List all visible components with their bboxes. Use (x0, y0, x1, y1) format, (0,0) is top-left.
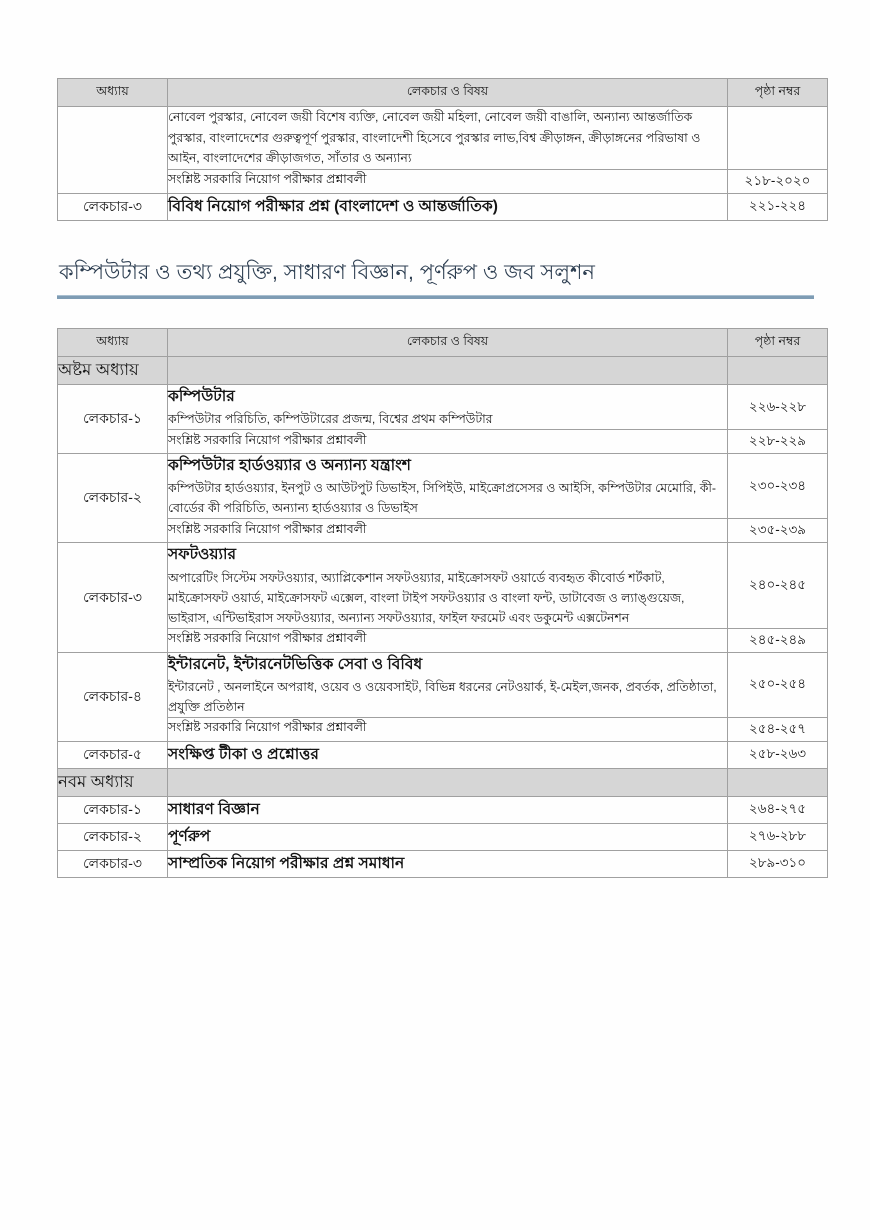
lecture-label: লেকচার-১ (58, 385, 168, 454)
lecture-description: অপারেটিং সিস্টেম সফটওয়্যার, অ্যাপ্লিকেশান সফটওয়্যার, মাইক্রোসফট ওয়ার্ডে ব্যবহৃত কীবোর্ড শর্টকাট, মাইক্রোসফট ওয়ার্ড, মাইক্রোসফট এক্সেল, বাংলা টাইপ সফটওয়্যার ও বাংলা ফন্ট, ডাটাবেজ ও ল্যাঙ্গুয়েজ, ভাইরাস, এন্টিভাইরাস সফটওয়্যার, অন্যান্য সফটওয়্যার, ফাইল ফরমেট এবং ডকুমেন্ট এক্সটেনশন (168, 570, 685, 625)
lecture-row (58, 823, 828, 850)
lecture-label: লেকচার-২ (58, 823, 168, 850)
related-row (58, 430, 828, 454)
header-cell-pages: পৃষ্ঠা নম্বর (728, 79, 828, 107)
chapter-band-label: অষ্টম অধ্যায় (58, 357, 168, 385)
lecture-row (58, 652, 828, 717)
lecture-row (58, 543, 828, 628)
lecture-description: কম্পিউটার হার্ডওয়্যার, ইনপুট ও আউটপুট ডিভাইস, সিপিইউ, মাইক্রোপ্রসেসর ও আইসি, কম্পিউটার মেমোরি, কী-বোর্ডের কী পরিচিতি, অন্যান্য হার্ডওয়্যার ও ডিভাইস (168, 481, 717, 516)
lecture-label: লেকচার-২ (58, 454, 168, 543)
lecture-label: লেকচার-৩ (58, 193, 168, 220)
lecture-label: লেকচার-৫ (58, 741, 168, 768)
related-pages: ২৩৫-২৩৯ (728, 519, 828, 543)
header-cell-topic: লেকচার ও বিষয় (168, 79, 728, 107)
header-cell-chapter: অধ্যায় (58, 79, 168, 107)
continuation-row (58, 107, 828, 170)
lecture-title: সফটওয়্যার (168, 546, 237, 564)
lecture-label: লেকচার-১ (58, 796, 168, 823)
chapter-band-fill (168, 357, 728, 385)
related-pages: ২৫৪-২৫৭ (728, 717, 828, 741)
header-cell-pages: পৃষ্ঠা নম্বর (728, 329, 828, 357)
chapter-band-fill (168, 768, 728, 796)
spacer (57, 299, 827, 328)
lecture-pages: ২৩০-২৩৪ (728, 454, 828, 519)
lecture-title: কম্পিউটার হার্ডওয়্যার ও অন্যান্য যন্ত্রাংশ (168, 457, 411, 475)
lecture-pages: ২৭৬-২৮৮ (728, 823, 828, 850)
page-content (57, 78, 827, 878)
header-cell-chapter: অধ্যায় (58, 329, 168, 357)
continuation-description: নোবেল পুরস্কার, নোবেল জয়ী বিশেষ ব্যক্তি, নোবেল জয়ী মহিলা, নোবেল জয়ী বাঙালি, অন্যান্য আন্তর্জাতিক পুরস্কার, বাংলাদেশের গুরুত্বপূর্ণ পুরস্কার, বাংলাদেশী হিসেবে পুরস্কার লাভ,বিশ্ব ক্রীড়াঙ্গন, ক্রীড়াঙ্গনের পরিভাষা ও আইন, বাংলাদেশের ক্রীড়াজগত, সাঁতার ও অন্যান্য (168, 107, 728, 170)
related-pages: ২২৮-২২৯ (728, 430, 828, 454)
lecture-pages: ২৫০-২৫৪ (728, 652, 828, 717)
related-label: সংশ্লিষ্ট সরকারি নিয়োগ পরীক্ষার প্রশ্নাবলী (168, 717, 728, 741)
related-pages: ২১৮-২০২০ (728, 169, 828, 193)
lecture-title: সাম্প্রতিক নিয়োগ পরীক্ষার প্রশ্ন সমাধান (168, 850, 728, 877)
related-label: সংশ্লিষ্ট সরকারি নিয়োগ পরীক্ষার প্রশ্নাবলী (168, 169, 728, 193)
related-row (58, 519, 828, 543)
toc-table-top (57, 78, 828, 221)
section-title: কম্পিউটার ও তথ্য প্রযুক্তি, সাধারণ বিজ্ঞান, পূর্ণরুপ ও জব সলুশন (59, 260, 595, 284)
chapter-band-label: নবম অধ্যায় (58, 768, 168, 796)
toc-top-header-row (58, 79, 828, 107)
lecture-pages: ২৬৪-২৭৫ (728, 796, 828, 823)
lecture-pages: ২৫৮-২৬৩ (728, 741, 828, 768)
related-pages: ২৪৫-২৪৯ (728, 628, 828, 652)
toc-main-header-row (58, 329, 828, 357)
lecture-title: পূর্ণরুপ (168, 823, 728, 850)
chapter-band-fill (728, 357, 828, 385)
related-row (58, 717, 828, 741)
lecture-label: লেকচার-৪ (58, 652, 168, 741)
related-label: সংশ্লিষ্ট সরকারি নিয়োগ পরীক্ষার প্রশ্নাবলী (168, 519, 728, 543)
lecture-description: কম্পিউটার পরিচিতি, কম্পিউটারের প্রজন্ম, বিশ্বের প্রথম কম্পিউটার (168, 412, 493, 427)
lecture-row (58, 741, 828, 768)
lecture-row (58, 385, 828, 430)
header-cell-topic: লেকচার ও বিষয় (168, 329, 728, 357)
lecture-title: কম্পিউটার (168, 388, 235, 406)
lecture-topic-cell (168, 652, 728, 717)
continuation-chapter-cell (58, 107, 168, 194)
lecture-row (58, 796, 828, 823)
lecture-topic-cell (168, 543, 728, 628)
chapter-band-row (58, 357, 828, 385)
related-label: সংশ্লিষ্ট সরকারি নিয়োগ পরীক্ষার প্রশ্নাবলী (168, 430, 728, 454)
continuation-pages-empty (728, 107, 828, 170)
lecture-pages: ২২৬-২২৮ (728, 385, 828, 430)
lecture-pages: ২৮৯-৩১০ (728, 850, 828, 877)
lecture-row (58, 193, 828, 220)
chapter-band-fill (728, 768, 828, 796)
related-label: সংশ্লিষ্ট সরকারি নিয়োগ পরীক্ষার প্রশ্নাবলী (168, 628, 728, 652)
lecture-topic-cell (168, 385, 728, 430)
lecture-topic-cell (168, 454, 728, 519)
lecture-row (58, 454, 828, 519)
lecture-pages: ২৪০-২৪৫ (728, 543, 828, 628)
lecture-title: সাধারণ বিজ্ঞান (168, 796, 728, 823)
lecture-title: সংক্ষিপ্ত টীকা ও প্রশ্নোত্তর (168, 741, 728, 768)
lecture-label: লেকচার-৩ (58, 850, 168, 877)
lecture-label: লেকচার-৩ (58, 543, 168, 652)
lecture-title: বিবিধ নিয়োগ পরীক্ষার প্রশ্ন (বাংলাদেশ ও আন্তর্জাতিক) (168, 193, 728, 220)
chapter-band-row (58, 768, 828, 796)
toc-table-main (57, 328, 828, 878)
lecture-pages: ২২১-২২৪ (728, 193, 828, 220)
related-row (58, 628, 828, 652)
lecture-title: ইন্টারনেট, ইন্টারনেটভিত্তিক সেবা ও বিবিধ (168, 655, 423, 673)
related-row (58, 169, 828, 193)
lecture-description: ইন্টারনেট , অনলাইনে অপরাধ, ওয়েব ও ওয়েবসাইট, বিভিন্ন ধরনের নেটওয়ার্ক, ই-মেইল,জনক, প্রবর্তক, প্রতিষ্ঠাতা, প্রযুক্তি প্রতিষ্ঠান (168, 679, 717, 714)
lecture-row (58, 850, 828, 877)
